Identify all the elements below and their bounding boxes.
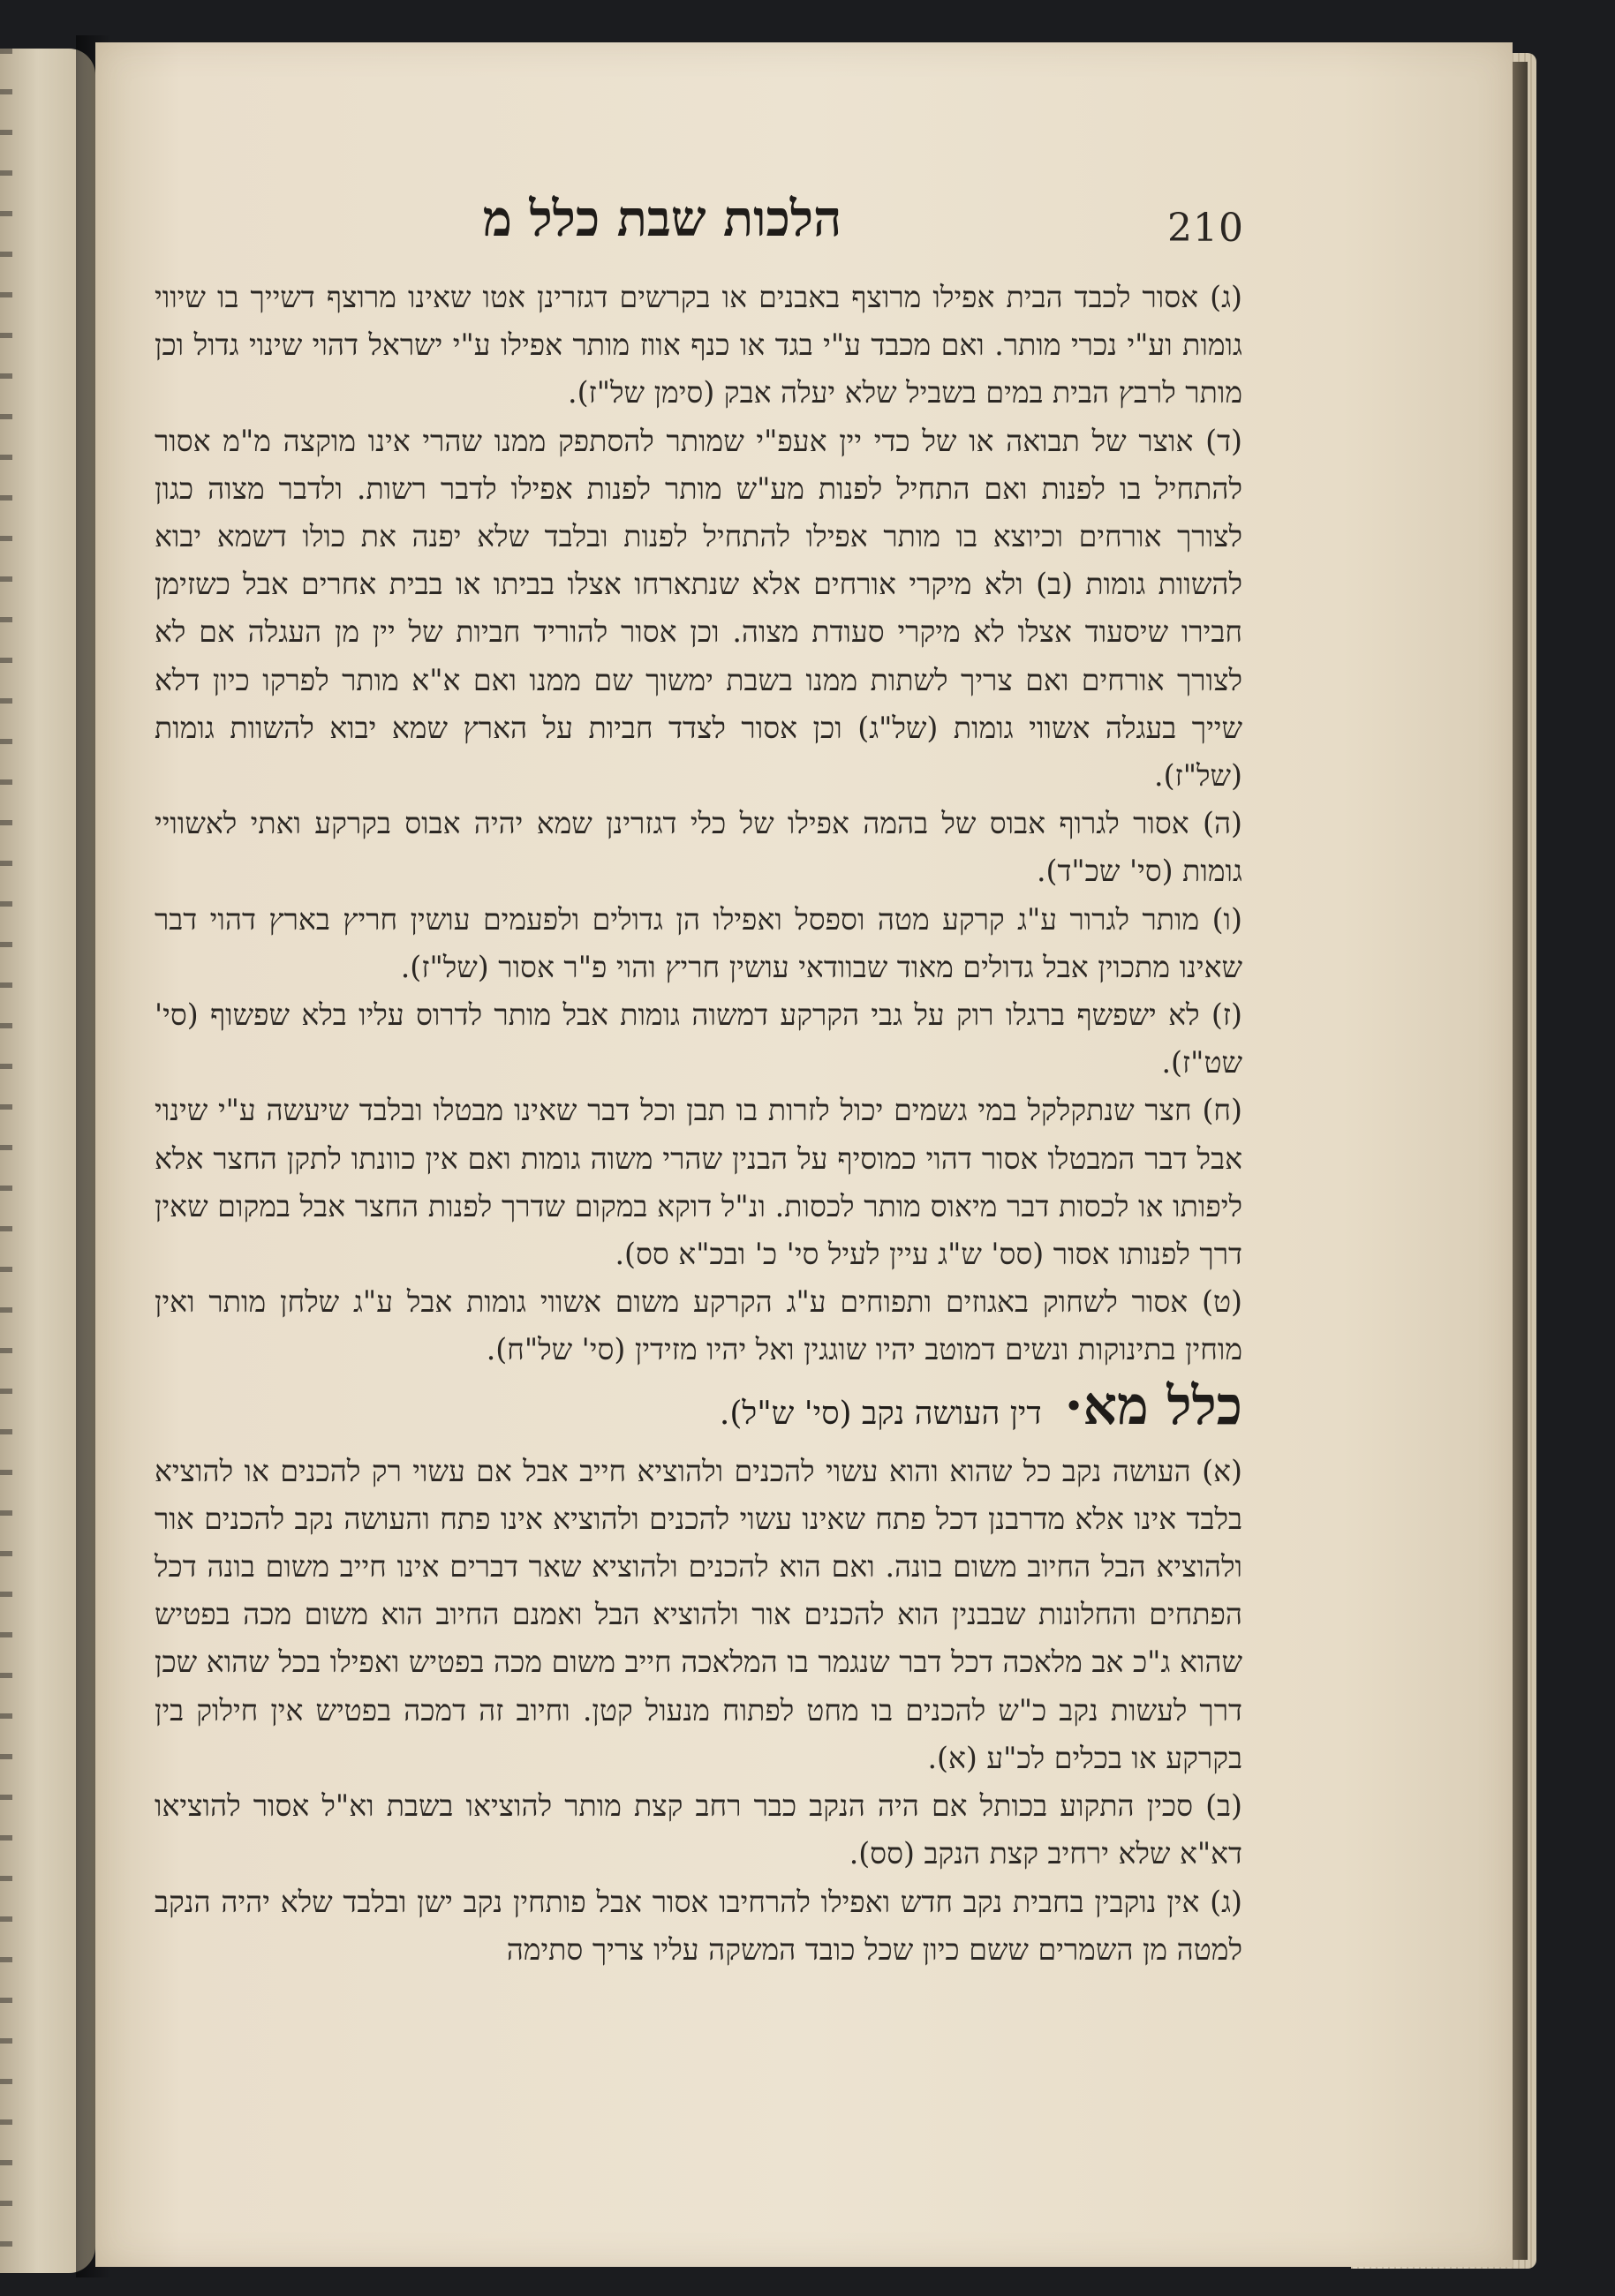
chapter-heading [155,1374,1242,1441]
running-head: הלכות שבת כלל מ [482,190,842,248]
chapter-title: כלל מא· [1064,1374,1242,1437]
paragraph-zayin: (ז) לא ישפשף ברגלו רוק על גבי הקרקע דמשוה גומות אבל מותר לדרוס עליו בלא שפשוף (סי' שט"ז). [155,997,1242,1080]
chapter-subtitle: דין העושה נקב (סי' ש"ל). [719,1395,1042,1432]
paragraph-vav: (ו) מותר לגרור ע"ג קרקע מטה וספסל ואפילו הן גדולים ולפעמים עושין חריץ בארץ דהוי דבר שאינו מתכוין אבל גדולים מאוד שבוודאי עושין חריץ והוי פ"ר אסור (של"ז). [155,901,1242,984]
paragraph-gimel: (ג) אסור לכבד הבית אפילו מרוצף באבנים או בקרשים דגזרינן אטו שאינו מרוצף דשייך בו שיווי גומות וע"י נכרי מותר. ואם מכבד ע"י בגד או כנף אווז מותר אפילו ע"י ישראל דהוי שינוי גדול וכן מותר לרבץ הבית במים בשביל שלא יעלה אבק (סימן של"ז). [155,280,1242,410]
paragraph-alef: (א) העושה נקב כל שהוא והוא עשוי להכנים ולהוציא חייב אבל אם עשוי רק להכנים או להוציא בלבד אינו אלא מדרבנן דכל פתח שאינו עשוי להכנים ולהוציא אינו פתח והעושה נקב להכנים אור ולהוציא הבל החיוב משום בונה. ואם הוא להכנים ולהוציא שאר דברים אינו חייב משום בונה דכל הפתחים והחלונות שבבנין הוא להכנים אור ולהוציא הבל ואמנם החיוב הוא משום מכה בפטיש שהוא ג"כ אב מלאכה דכל דבר שנגמר בו המלאכה חייב משום מכה בפטיש ואפילו בכל שהוא שכן דרך לעשות נקב כ"ש להכנים בו מחט לפתוח מנעול קטן. וחיוב זה דמכה בפטיש אין חילוק בין בקרקע או בכלים לכ"ע (א). [155,1453,1242,1775]
page-number: 210 [1167,206,1244,251]
paragraph-gimel-2: (ג) אין נוקבין בחבית נקב חדש ואפילו להרחיבו אסור אבל פותחין נקב ישן ובלבד שלא יהיה הנקב למטה מן השמרים ששם כיון שכל כובד המשקה עליו צריך סתימה [155,1884,1242,1967]
page-body [155,274,1242,1974]
paragraph-he: (ה) אסור לגרוף אבוס של בהמה אפילו של כלי דגזרינן שמא יהיה אבוס בקרקע ואתי לאשוויי גומות (סי' שכ"ד). [155,806,1242,889]
paragraph-tet: (ט) אסור לשחוק באגוזים ותפוחים ע"ג הקרקע משום אשווי גומות אבל ע"ג שלחן מותר ואין מוחין בתינוקות ונשים דמוטב יהיו שוגגין ואל יהיו מזידין (סי' של"ח). [155,1284,1242,1367]
paragraph-dalet: (ד) אוצר של תבואה או של כדי יין אעפ"י שמותר להסתפק ממנו שהרי אינו מוקצה מ"מ אסור להתחיל בו לפנות ואם התחיל לפנות מע"ש מותר לפנות אפילו לדבר רשות. ולדבר מצוה כגון לצורך אורחים וכיוצא בו מותר אפילו להתחיל לפנות ובלבד שלא יפנה את כולו דשמא יבוא להשוות גומות (ב) ולא מיקרי אורחים אלא שנתארחו אצלו בביתו או בבית אחרים אבל כשזימן חבירו שיסעוד אצלו לא מיקרי סעודת מצוה. וכן אסור להוריד חביות של יין מן העגלה אם לא לצורך אורחים ואם צריך לשתות ממנו בשבת ימשוך שם ממנו ואם א"א מותר לפרקו כיון דלא שייך בעגלה אשווי גומות (של"ג) וכן אסור לצדד חביות על הארץ שמא יבוא להשוות גומות (של"ז). [155,423,1242,794]
paragraph-bet: (ב) סכין התקוע בכותל אם היה הנקב כבר רחב קצת מותר להוציאו בשבת וא"ל אסור להוציאו דא"א שלא ירחיב קצת הנקב (סס). [155,1788,1242,1871]
paragraph-chet: (ח) חצר שנתקלקל במי גשמים יכול לזרות בו תבן וכל דבר שאינו מבטלו ובלבד שיעשה ע"י שינוי אבל דבר המבטלו אסור דהוי כמוסיף על הבנין שהרי משוה גומות ואם אין כוונתו לתקן החצר אלא ליפותו או לכסות דבר מיאוס מותר לכסות. ונ"ל דוקא במקום שדרך לפנות החצר אבל במקום שאין דרך לפנותו אסור (סס' ש"ג עיין לעיל סי' כ' ובכ"א סס). [155,1093,1242,1272]
